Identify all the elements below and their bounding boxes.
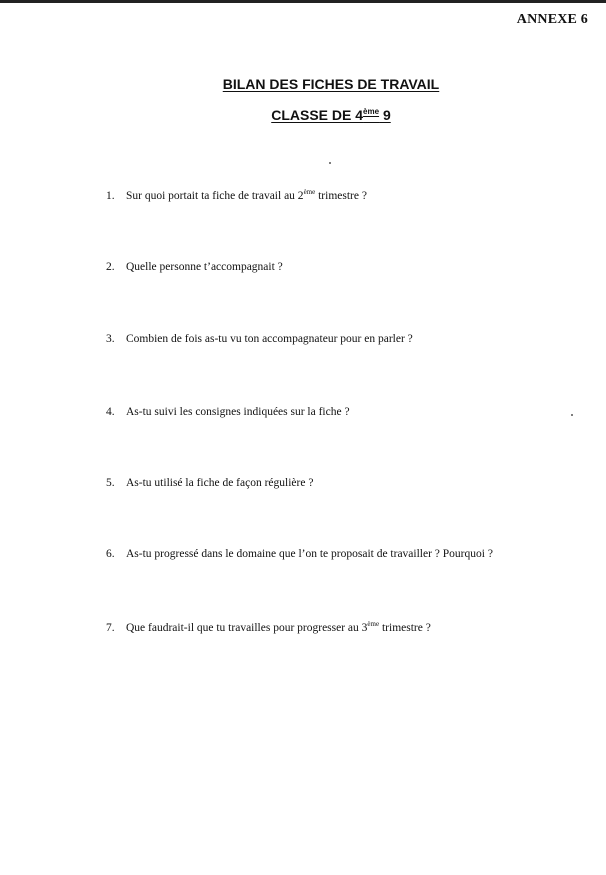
- class-subtitle-suffix: 9: [379, 107, 391, 123]
- question-superscript: ème: [303, 188, 316, 196]
- question-item-3: [106, 333, 413, 345]
- question-number: 1.: [106, 190, 115, 202]
- class-subtitle: [28, 107, 606, 123]
- question-number: 2.: [106, 261, 115, 273]
- question-text: As-tu utilisé la fiche de façon régulière ?: [126, 477, 314, 489]
- question-item-4: [106, 406, 350, 418]
- question-number: 3.: [106, 333, 115, 345]
- question-text-end: trimestre ?: [315, 190, 367, 202]
- question-superscript: ème: [367, 620, 380, 628]
- question-item-1: [106, 188, 367, 202]
- question-text: Que faudrait-il que tu travailles pour progresser au 3: [126, 622, 368, 634]
- question-number: 5.: [106, 477, 115, 489]
- page-title: BILAN DES FICHES DE TRAVAIL: [222, 76, 440, 92]
- scan-speck: [571, 414, 573, 416]
- question-item-5: [106, 477, 313, 489]
- question-text: Quelle personne t’accompagnait ?: [126, 261, 283, 273]
- question-text: Sur quoi portait ta fiche de travail au 2: [126, 190, 304, 202]
- question-item-6: [106, 548, 493, 560]
- question-number: 4.: [106, 406, 115, 418]
- question-number: 7.: [106, 622, 115, 634]
- annex-label: ANNEXE 6: [516, 12, 588, 27]
- class-subtitle-superscript: ème: [363, 107, 380, 116]
- question-text: As-tu progressé dans le domaine que l’on te proposait de travailler ? Pourquoi ?: [126, 548, 493, 560]
- question-text: As-tu suivi les consignes indiquées sur la fiche ?: [126, 406, 350, 418]
- question-item-7: [106, 620, 431, 634]
- question-text: Combien de fois as-tu vu ton accompagnateur pour en parler ?: [126, 333, 413, 345]
- question-item-2: [106, 261, 283, 273]
- top-border-line: [0, 0, 606, 3]
- scan-speck: [329, 162, 331, 164]
- question-text-end: trimestre ?: [379, 622, 431, 634]
- question-number: 6.: [106, 548, 115, 560]
- class-subtitle-prefix: CLASSE DE 4: [271, 107, 364, 123]
